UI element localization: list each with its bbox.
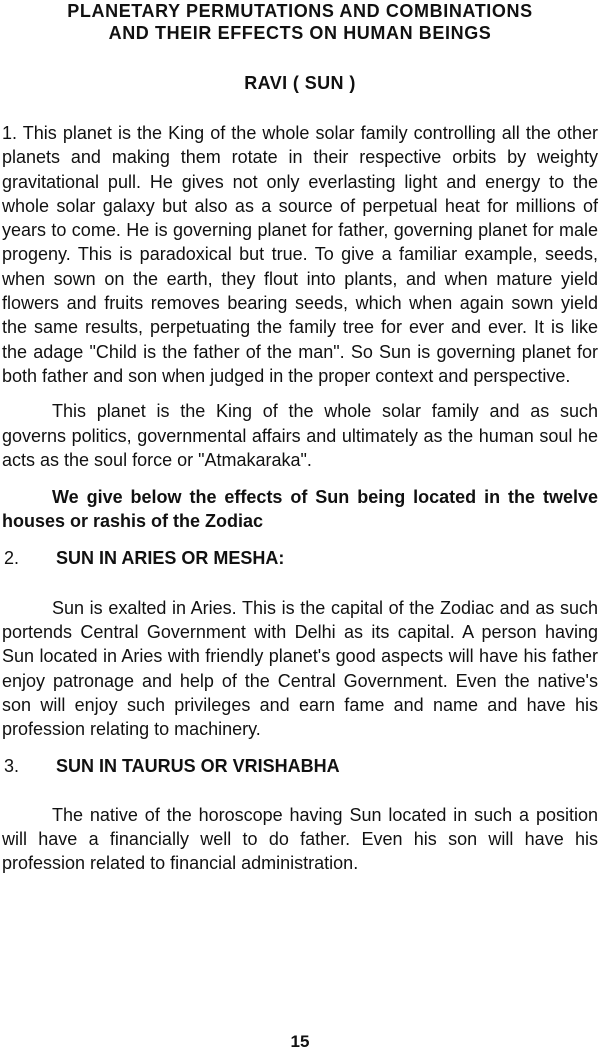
paragraph-1: 1. This planet is the King of the whole solar family controlling all the other planets and making them rotate in their respective orbits by weighty gravitational pull. He gives not only everlasting light and energy to the whole solar galaxy but also as a source of perpetual heat for millions of years to come. He is governing planet for father, governing planet for male progeny. This is paradoxical but true. To give a familiar example, seeds, when sown on the earth, they flout into plants, and when mature yield flowers and fruits removes bearing seeds, which when again sown yield the same results, perpetuating the family tree for ever and ever. It is like the adage "Child is the father of the man". So Sun is governing planet for both father and son when judged in the proper context and perspective. <box>2 123 598 386</box>
page-title <box>2 0 598 44</box>
heading-text: SUN IN TAURUS OR VRISHABHA <box>56 755 340 776</box>
heading-text: SUN IN ARIES OR MESHA: <box>56 547 285 568</box>
paragraph-2: This planet is the King of the whole solar family and as such governs politics, governmental affairs and ultimately as the human soul he acts as the soul force or "Atmakaraka". <box>2 401 598 470</box>
title-line-1: PLANETARY PERMUTATIONS AND COMBINATIONS <box>67 1 533 21</box>
paragraph-3: We give below the effects of Sun being located in the twelve houses or rashis of the Zodiac <box>2 487 598 532</box>
page-number: 15 <box>290 1032 310 1051</box>
heading-number: 2. <box>4 547 20 568</box>
heading-number: 3. <box>4 755 20 776</box>
heading-sun-in-aries <box>2 546 598 570</box>
paragraph-4: Sun is exalted in Aries. This is the capital of the Zodiac and as such portends Central Government with Delhi as its capital. A person having Sun located in Aries with friendly planet's good aspects will have his father enjoy patronage and help of the Central Government. Even the native's son will enjoy such privileges and earn fame and name and have his profession relating to machinery. <box>2 597 598 740</box>
section-subtitle: RAVI ( SUN ) <box>244 73 356 93</box>
heading-sun-in-taurus <box>2 754 598 778</box>
title-line-2: AND THEIR EFFECTS ON HUMAN BEINGS <box>108 23 492 43</box>
paragraph-5: The native of the horoscope having Sun located in such a position will have a financially well to do father. Even his son will have his profession related to financial administration. <box>2 804 598 874</box>
